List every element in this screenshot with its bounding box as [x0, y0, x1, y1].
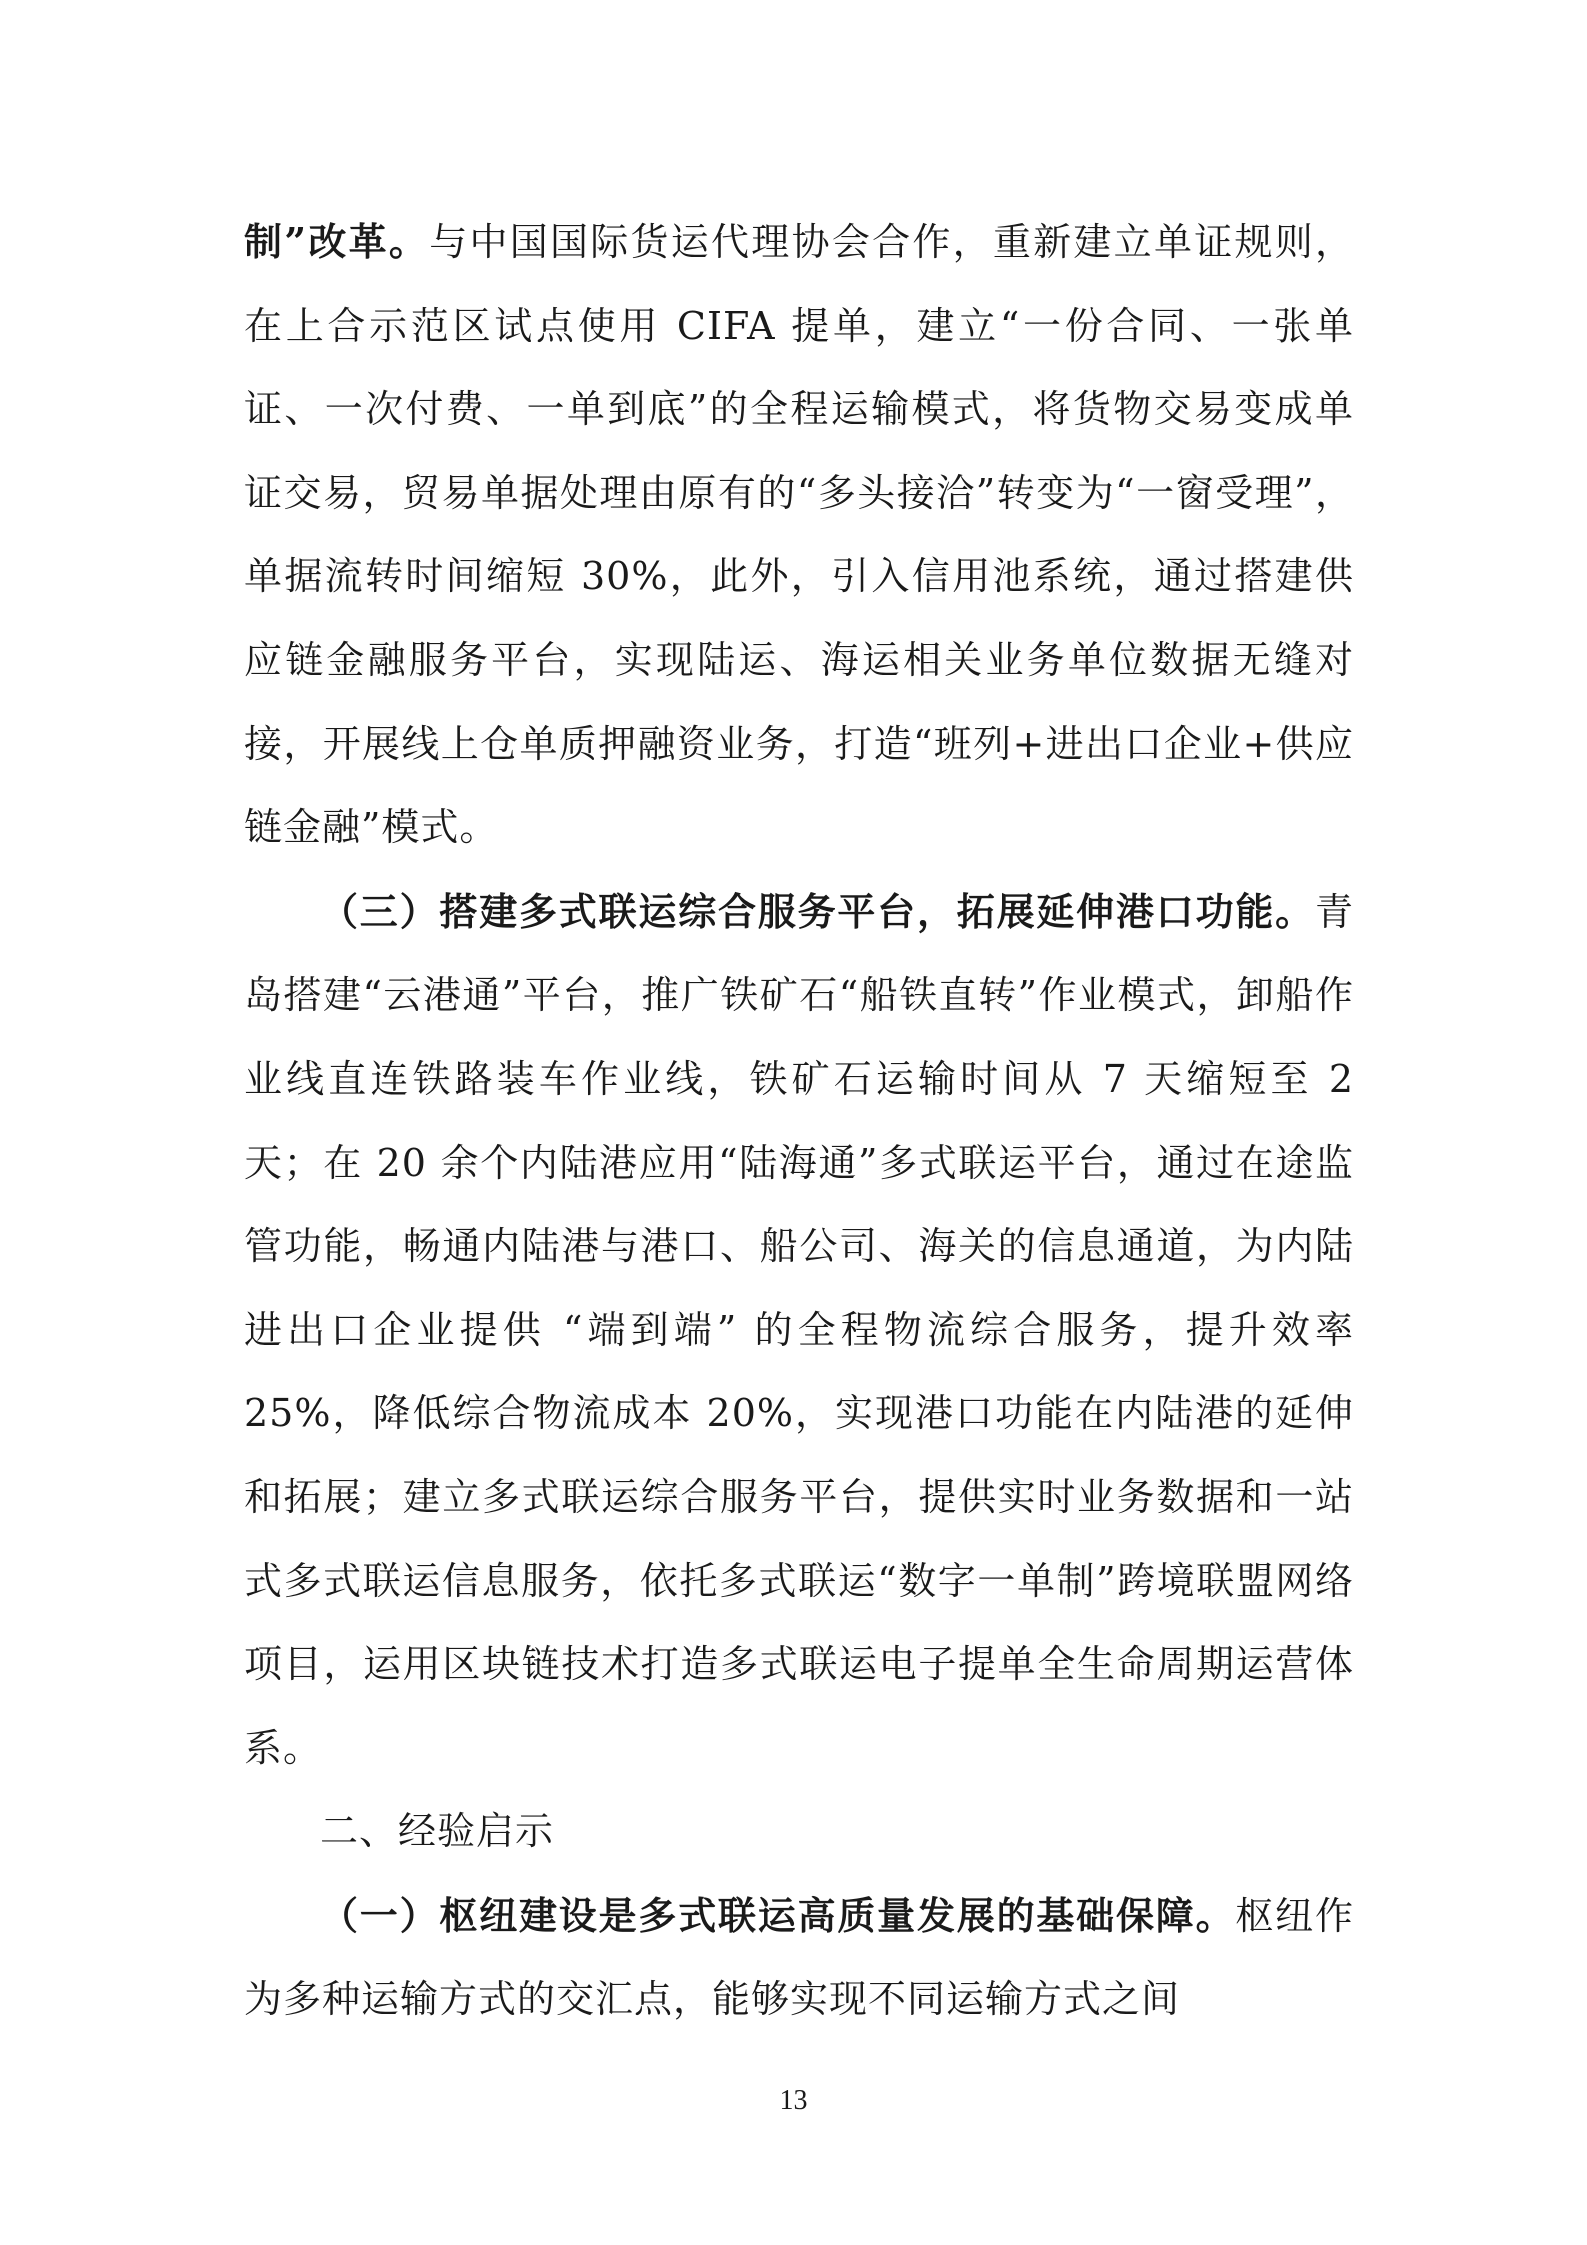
paragraph-1-lead: 制”改革。	[244, 219, 430, 264]
paragraph-4	[244, 1874, 1354, 2042]
section-heading-lessons-text: 二、经验启示	[320, 1809, 555, 1854]
paragraph-1-text: 与中国国际货运代理协会合作，重新建立单证规则，在上合示范区试点使用 CIFA 提单，建立“一份合同、一张单证、一次付费、一单到底”的全程运输模式，将货物交易变成单证交易，贸易单据处理由原有的“多头接洽”转变为“一窗受理”，单据流转时间缩短 30%，此外，引入信用池系统，通过搭建供应链金融服务平台，实现陆运、海运相关业务单位数据无缝对接，开展线上仓单质押融资业务，打造“班列+进出口企业+供应链金融”模式。	[244, 220, 1354, 850]
section-heading-1: （一）枢纽建设是多式联运高质量发展的基础保障。	[320, 1892, 1236, 1938]
section-heading-3: （三）搭建多式联运综合服务平台，拓展延伸港口功能。	[320, 888, 1315, 934]
page-number: 13	[779, 2085, 808, 2116]
paragraph-2-text: 青岛搭建“云港通”平台，推广铁矿石“船铁直转”作业模式，卸船作业线直连铁路装车作业线，铁矿石运输时间从 7 天缩短至 2 天；在 20 余个内陆港应用“陆海通”多式联运平台，通过在途监管功能，畅通内陆港与港口、船公司、海关的信息通道，为内陆进出口企业提供 “端到端” 的全程物流综合服务，提升效率 25%，降低综合物流成本 20%，实现港口功能在内陆港的延伸和拓展；建立多式联运综合服务平台，提供实时业务数据和一站式多式联运信息服务，依托多式联运“数字一单制”跨境联盟网络项目，运用区块链技术打造多式联运电子提单全生命周期运营体系。	[244, 889, 1354, 1770]
body-text	[244, 200, 1354, 2042]
section-heading-lessons	[244, 1790, 1354, 1874]
paragraph-4-text: 枢纽作为多种运输方式的交汇点，能够实现不同运输方式之间	[244, 1893, 1354, 2022]
paragraph-1	[244, 200, 1354, 870]
paragraph-2	[244, 870, 1354, 1791]
